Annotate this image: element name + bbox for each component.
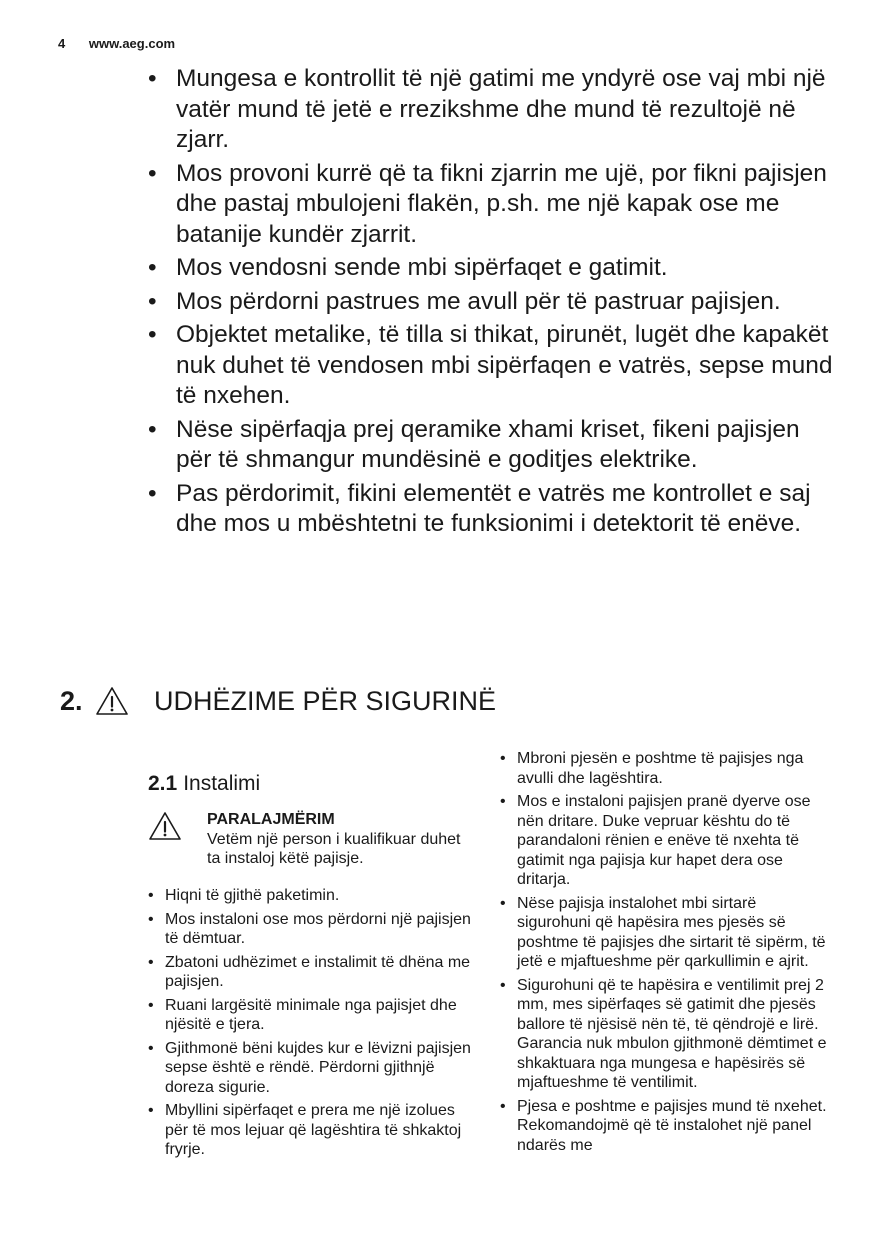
warning-block [207,810,477,869]
list-item: • Mos e instaloni pajisjen pranë dyerve ose nën dritare. Duke vepruar kështu do të parandaloni rënien e enëve të nxehta të gatimit nga pajisja kur hapet dera ose dritarja. [500,792,830,890]
list-item: • Mos përdorni pastrues me avull për të pastruar pajisjen. [148,287,838,318]
right-bullet-list [500,749,830,1159]
subsection-heading [148,772,260,796]
warning-triangle-icon [94,685,130,717]
top-bullet-list [148,64,838,543]
list-item: • Mos instaloni ose mos përdorni një pajisjen të dëmtuar. [148,910,476,949]
list-item: • Zbatoni udhëzimet e instalimit të dhëna me pajisjen. [148,953,476,992]
list-item: • Mos vendosni sende mbi sipërfaqet e gatimit. [148,253,838,284]
list-item: • Pjesa e poshtme e pajisjes mund të nxehet. Rekomandojmë që të instalohet një panel ndarës me [500,1097,830,1156]
list-item: • Gjithmonë bëni kujdes kur e lëvizni pajisjen sepse është e rëndë. Përdorni gjithnjë doreza sigurie. [148,1039,476,1098]
list-item: • Sigurohuni që te hapësira e ventilimit prej 2 mm, mes sipërfaqes së gatimit dhe pjesës ballore të njësisë nën të, të qëndrojë e lirë. Garancia nuk mbulon gjithmonë dëmtimet e shkaktuara nga mungesa e hapësirës së mjaftueshme të ventilimit. [500,976,830,1093]
section-title: UDHËZIME PËR SIGURINË [154,686,497,716]
list-item: • Nëse sipërfaqja prej qeramike xhami kriset, fikeni pajisjen për të shmangur mundësinë e goditjes elektrike. [148,415,838,476]
list-item: • Mbyllini sipërfaqet e prera me një izolues për të mos lejuar që lagështira të shkaktoj fryrje. [148,1101,476,1160]
warning-title: PARALAJMËRIM [207,811,335,828]
section-number: 2. [60,686,83,716]
subsection-title: Instalimi [183,772,261,795]
list-item: • Mos provoni kurrë që ta fikni zjarrin me ujë, por fikni pajisjen dhe pastaj mbulojeni flakën, p.sh. me një kapak ose me batanije kundër zjarrit. [148,159,838,251]
header-url: www.aeg.com [88,36,176,51]
page-number: 4 [58,36,66,51]
page-header [58,36,175,51]
list-item: • Nëse pajisja instalohet mbi sirtarë sigurohuni që hapësira mes pjesës së poshtme të pajisjes dhe sirtarit të sipërm, të jetë e mjaftueshme për qarkullimin e ajrit. [500,894,830,972]
warning-icon [147,810,183,842]
list-item: • Mungesa e kontrollit të një gatimi me yndyrë ose vaj mbi një vatër mund të jetë e rrezikshme dhe mund të rezultojë në zjarr. [148,64,838,156]
list-item: • Mbroni pjesën e poshtme të pajisjes nga avulli dhe lagështira. [500,749,830,788]
list-item: • Ruani largësitë minimale nga pajisjet dhe njësitë e tjera. [148,996,476,1035]
section-heading [60,683,760,727]
subsection-number: 2.1 [148,772,178,795]
left-bullet-list [148,886,476,1164]
list-item: • Pas përdorimit, fikini elementët e vatrës me kontrollet e saj dhe mos u mbështetni te funksionimi i detektorit të enëve. [148,479,838,540]
list-item: • Hiqni të gjithë paketimin. [148,886,476,906]
list-item: • Objektet metalike, të tilla si thikat, pirunët, lugët dhe kapakët nuk duhet të vendosen mbi sipërfaqen e vatrës, sepse mund të nxehen. [148,320,838,412]
warning-text: Vetëm një person i kualifikuar duhet ta instaloj këtë pajisje. [207,830,461,867]
